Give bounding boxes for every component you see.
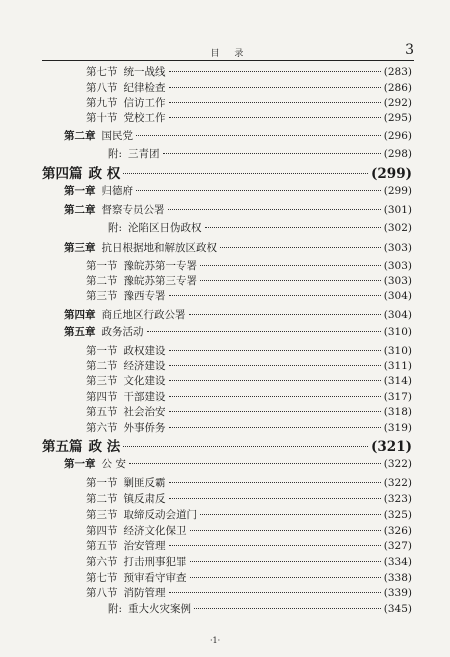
toc-entry-number: 第三章 [64,242,96,254]
toc-entry-number: 第八节 [86,587,118,599]
dot-leader [169,380,381,381]
toc-entry-number: 第九节 [86,97,118,109]
toc-entry-title: 镇反肃反 [123,493,166,505]
toc-entry-number: 第一节 [86,345,118,357]
toc-entry-part [42,437,412,457]
toc-entry-page: (327) [383,540,412,552]
dot-leader [169,295,381,296]
toc-entry-number: 第五章 [64,326,96,338]
toc-entry-section [86,273,412,289]
toc-entry-page: (322) [383,458,412,470]
toc-entry-chapter [64,324,412,340]
toc-entry-title: 治安管理 [123,540,166,552]
toc-entry-chapter [64,240,412,256]
dot-leader [169,592,381,593]
toc-entry-number: 第一节 [86,260,118,272]
dot-leader [169,71,381,72]
toc-entry-number: 第六节 [86,422,118,434]
toc-entry-page: (321) [371,439,412,455]
toc-entry-number: 第四节 [86,525,118,537]
toc-entry-number: 第一章 [64,185,96,197]
toc-entry-title: 经济建设 [123,360,166,372]
toc-entry-number: 第二章 [64,204,96,216]
toc-entry-title: 党校工作 [123,112,166,124]
dot-leader [169,102,381,103]
toc-entry-title: 政 法 [88,439,121,455]
footer-page-mark: ·1· [210,636,221,645]
toc-entry-section [86,475,412,491]
toc-entry-section [86,523,412,539]
toc-entry-section [86,64,412,80]
toc-entry-page: (299) [371,166,412,182]
toc-entry-number: 第四章 [64,309,96,321]
toc-entry-page: (325) [383,509,412,521]
toc-entry-number: 第一章 [64,458,96,470]
dot-leader [189,314,381,315]
dot-leader [169,545,381,546]
dot-leader [190,561,381,562]
toc-entry-title: 重大火灾案例 [128,603,192,615]
dot-leader [220,247,381,248]
toc-entry-page: (302) [383,222,412,234]
toc-entry-chapter [64,202,412,218]
dot-leader [136,190,381,191]
dot-leader [200,280,381,281]
toc-entry-chapter [64,307,412,323]
toc-entry-appendix [108,601,412,617]
dot-leader [169,427,381,428]
toc-entry-appendix [108,220,412,236]
toc-entry-title: 抗日根据地和解放区政权 [101,242,217,254]
toc-entry-number: 第五节 [86,540,118,552]
toc-entry-number: 第二节 [86,493,118,505]
toc-entry-title: 政权建设 [123,345,166,357]
toc-entry-number: 第七节 [86,66,118,78]
dot-leader [163,153,381,154]
toc-entry-page: (310) [383,345,412,357]
toc-entry-section [86,570,412,586]
dot-leader [168,209,381,210]
toc-entry-section [86,80,412,96]
toc-entry-page: (317) [383,391,412,403]
toc-entry-appendix [108,146,412,162]
toc-entry-number: 第二章 [64,130,96,142]
toc-entry-title: 统一战线 [123,66,166,78]
toc-entry-page: (339) [383,587,412,599]
toc-entry-number: 第三节 [86,509,118,521]
toc-entry-title: 外事侨务 [123,422,166,434]
dot-leader [123,446,368,447]
toc-entry-number: 第二节 [86,275,118,287]
toc-entry-page: (296) [383,130,412,142]
toc-entry-title: 归德府 [101,185,133,197]
toc-entry-page: (292) [383,97,412,109]
toc-entry-title: 沦陷区日伪政权 [128,222,202,234]
toc-entry-number: 第一节 [86,477,118,489]
toc-entry-page: (299) [383,185,412,197]
toc-entry-number: 第四节 [86,391,118,403]
toc-entry-page: (338) [383,572,412,584]
toc-entry-chapter [64,183,412,199]
dot-leader [190,530,381,531]
toc-entry-number: 第七节 [86,572,118,584]
toc-entry-page: (319) [383,422,412,434]
toc-entry-title: 经济文化保卫 [123,525,187,537]
toc-entry-title: 政 权 [88,166,121,182]
dot-leader [136,135,381,136]
toc-entry-page: (303) [383,275,412,287]
toc-entry-section [86,343,412,359]
toc-entry-section [86,258,412,274]
toc-entry-page: (314) [383,375,412,387]
toc-entry-number: 第八节 [86,82,118,94]
toc-entry-section [86,538,412,554]
toc-entry-page: (334) [383,556,412,568]
toc-entry-section [86,554,412,570]
dot-leader [205,227,381,228]
toc-entry-chapter [64,456,412,472]
toc-entry-title: 社会治安 [123,406,166,418]
toc-entry-page: (304) [383,309,412,321]
toc-entry-page: (311) [383,360,412,372]
toc-entry-page: (326) [383,525,412,537]
toc-entry-title: 剿匪反霸 [123,477,166,489]
page-number: 3 [405,42,414,58]
toc-entry-page: (301) [383,204,412,216]
toc-entry-page: (310) [383,326,412,338]
toc-entry-title: 豫皖苏第一专署 [123,260,197,272]
toc-entry-number: 附: [108,222,123,234]
toc-entry-page: (303) [383,242,412,254]
toc-entry-title: 政务活动 [101,326,144,338]
dot-leader [169,498,381,499]
toc-entry-title: 信访工作 [123,97,166,109]
dot-leader [169,365,381,366]
toc-entry-title: 三青团 [128,148,160,160]
toc-entry-page: (304) [383,290,412,302]
dot-leader [169,411,381,412]
toc-entry-title: 消防管理 [123,587,166,599]
toc-entry-title: 文化建设 [123,375,166,387]
toc-entry-page: (303) [383,260,412,272]
toc-entry-number: 第四篇 [42,166,83,182]
toc-entry-title: 豫皖苏第三专署 [123,275,197,287]
toc-entry-section [86,585,412,601]
toc-entry-number: 第五节 [86,406,118,418]
dot-leader [147,331,381,332]
toc-entry-chapter [64,128,412,144]
dot-leader [200,265,381,266]
toc-entry-number: 第五篇 [42,439,83,455]
toc-entry-section [86,389,412,405]
dot-leader [169,117,381,118]
toc-entry-number: 第二节 [86,360,118,372]
toc-entry-page: (318) [383,406,412,418]
toc-entry-page: (298) [383,148,412,160]
toc-entry-page: (323) [383,493,412,505]
toc-entry-title: 取缔反动会道门 [123,509,197,521]
toc-entry-section [86,288,412,304]
toc-entry-title: 公 安 [101,458,126,470]
toc-entry-section [86,373,412,389]
toc-entry-title: 商丘地区行政公署 [101,309,186,321]
toc-entry-number: 第六节 [86,556,118,568]
toc-entry-number: 第十节 [86,112,118,124]
dot-leader [169,350,381,351]
toc-entry-title: 预审看守审查 [123,572,187,584]
dot-leader [194,608,381,609]
toc-entry-title: 国民党 [101,130,133,142]
toc-entry-number: 附: [108,603,123,615]
toc-entry-section [86,95,412,111]
toc-entry-number: 第三节 [86,375,118,387]
toc-entry-title: 干部建设 [123,391,166,403]
toc-entry-section [86,358,412,374]
toc-entry-section [86,507,412,523]
dot-leader [129,463,381,464]
toc-entry-section [86,110,412,126]
dot-leader [190,577,381,578]
toc-entry-page: (345) [383,603,412,615]
toc-entry-page: (283) [383,66,412,78]
dot-leader [169,396,381,397]
dot-leader [169,482,381,483]
toc-entry-page: (295) [383,112,412,124]
dot-leader [200,514,381,515]
toc-entry-title: 督察专员公署 [101,204,165,216]
running-header-title: 目 录 [210,49,250,59]
toc-entry-number: 附: [108,148,123,160]
toc-entry-title: 纪律检查 [123,82,166,94]
dot-leader [123,173,368,174]
toc-entry-section [86,404,412,420]
toc-entry-number: 第三节 [86,290,118,302]
toc-entry-title: 豫西专署 [123,290,166,302]
toc-entry-section [86,491,412,507]
toc-entry-title: 打击刑事犯罪 [123,556,187,568]
toc-entry-page: (286) [383,82,412,94]
toc-entry-part [42,164,412,184]
toc-entry-page: (322) [383,477,412,489]
dot-leader [169,87,381,88]
toc-entry-section [86,420,412,436]
